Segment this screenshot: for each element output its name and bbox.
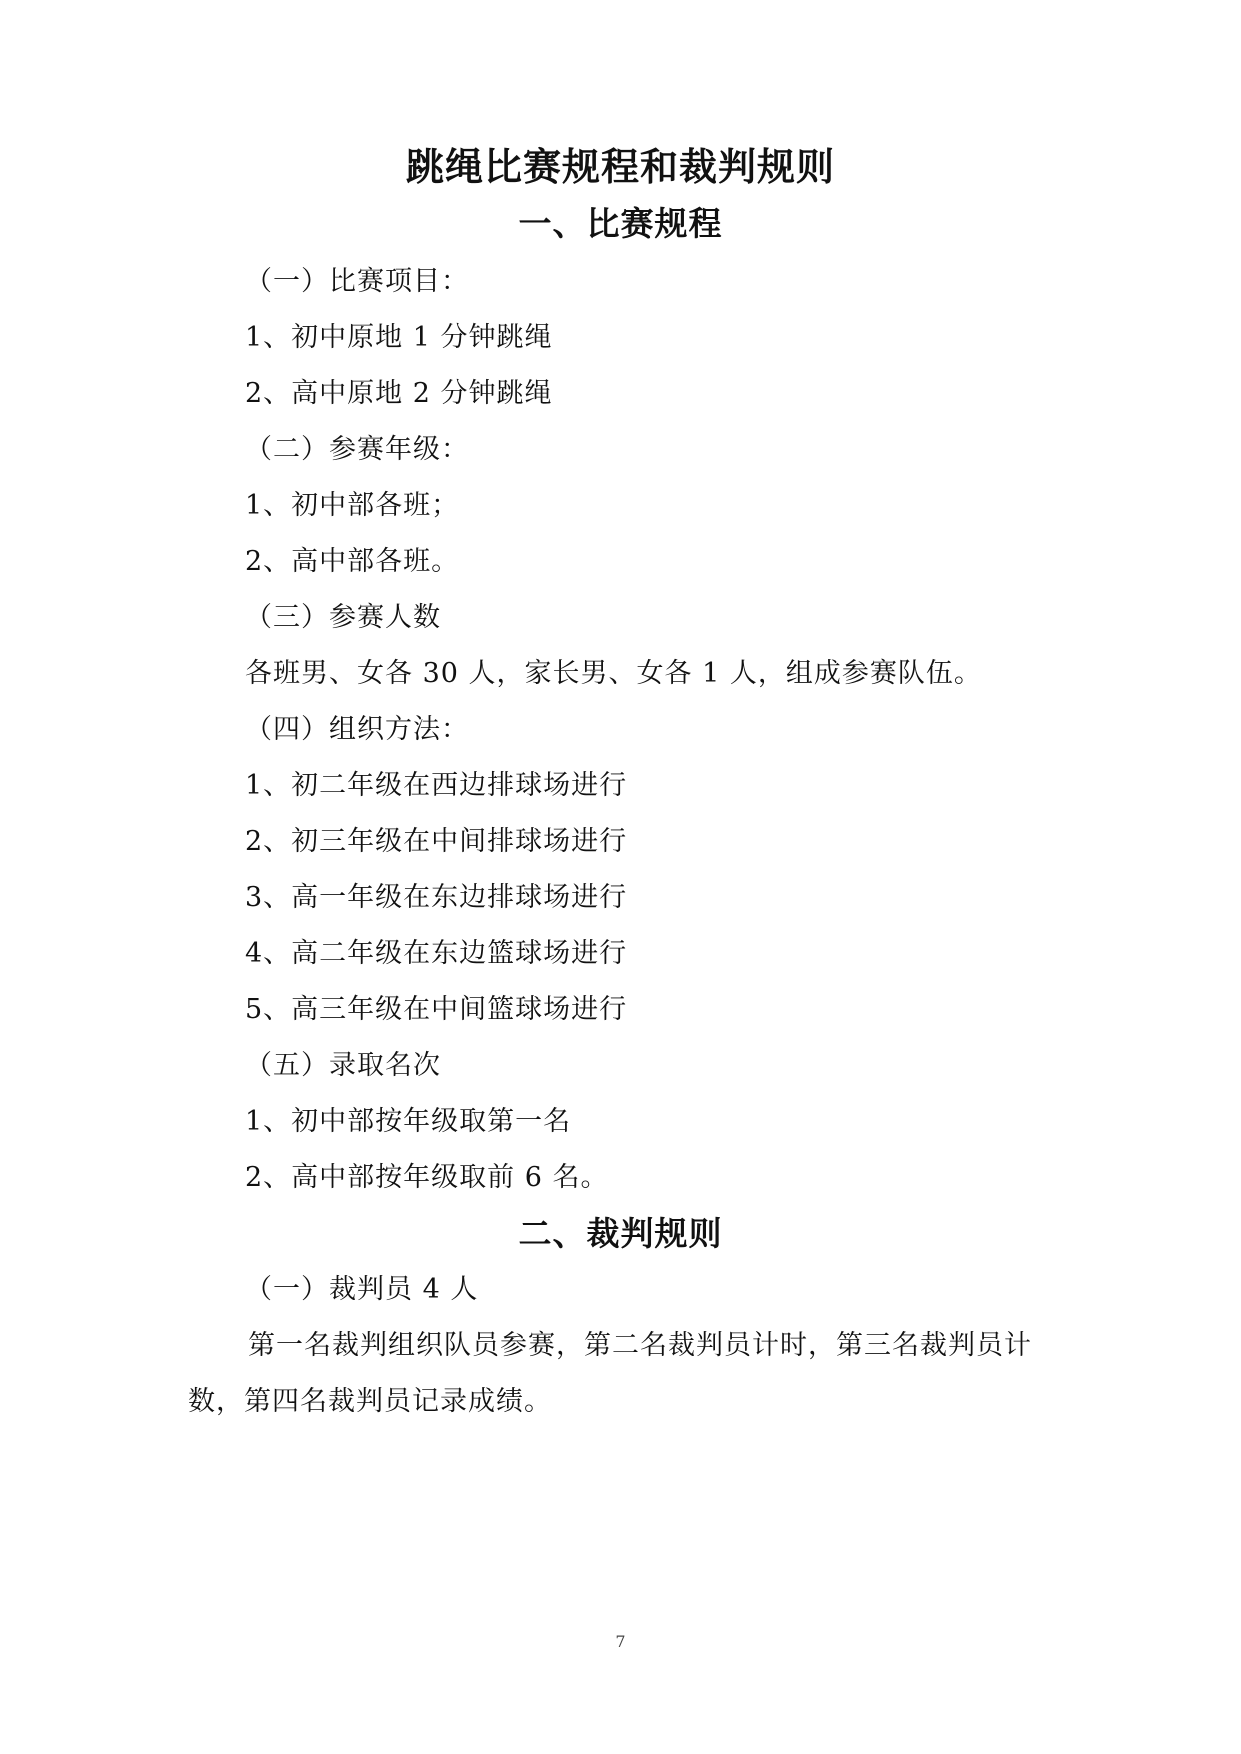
item-ranking-heading: （五）录取名次: [245, 1050, 441, 1081]
item-organization-heading: （四）组织方法：: [245, 714, 469, 745]
item-organization-3: 3、高一年级在东边排球场进行: [245, 882, 628, 913]
item-grades-heading: （二）参赛年级：: [245, 434, 469, 465]
referee-duties-line1: 第一名裁判组织队员参赛，第二名裁判员计时，第三名裁判员计: [248, 1330, 1032, 1361]
item-referee-count: （一）裁判员 4 人: [245, 1274, 479, 1305]
item-competition-events-heading: （一）比赛项目：: [245, 266, 469, 297]
item-event-junior: 1、初中原地 1 分钟跳绳: [245, 322, 553, 353]
document-title: 跳绳比赛规程和裁判规则: [405, 144, 835, 189]
item-organization-4: 4、高二年级在东边篮球场进行: [245, 938, 628, 969]
section-heading-rules: 一、比赛规程: [518, 204, 723, 243]
item-participants-text: 各班男、女各 30 人，家长男、女各 1 人，组成参赛队伍。: [245, 658, 982, 689]
item-organization-5: 5、高三年级在中间篮球场进行: [245, 994, 628, 1025]
item-participants-heading: （三）参赛人数: [245, 602, 441, 633]
item-organization-2: 2、初三年级在中间排球场进行: [245, 826, 628, 857]
page-number: 7: [615, 1632, 626, 1651]
section-heading-referee: 二、裁判规则: [518, 1214, 723, 1253]
item-grade-senior: 2、高中部各班。: [245, 546, 460, 577]
item-ranking-junior: 1、初中部按年级取第一名: [245, 1106, 572, 1137]
item-event-senior: 2、高中原地 2 分钟跳绳: [245, 378, 553, 409]
item-organization-1: 1、初二年级在西边排球场进行: [245, 770, 628, 801]
item-grade-junior: 1、初中部各班；: [245, 490, 460, 521]
referee-duties-line2: 数，第四名裁判员记录成绩。: [188, 1386, 552, 1417]
item-ranking-senior: 2、高中部按年级取前 6 名。: [245, 1162, 609, 1193]
